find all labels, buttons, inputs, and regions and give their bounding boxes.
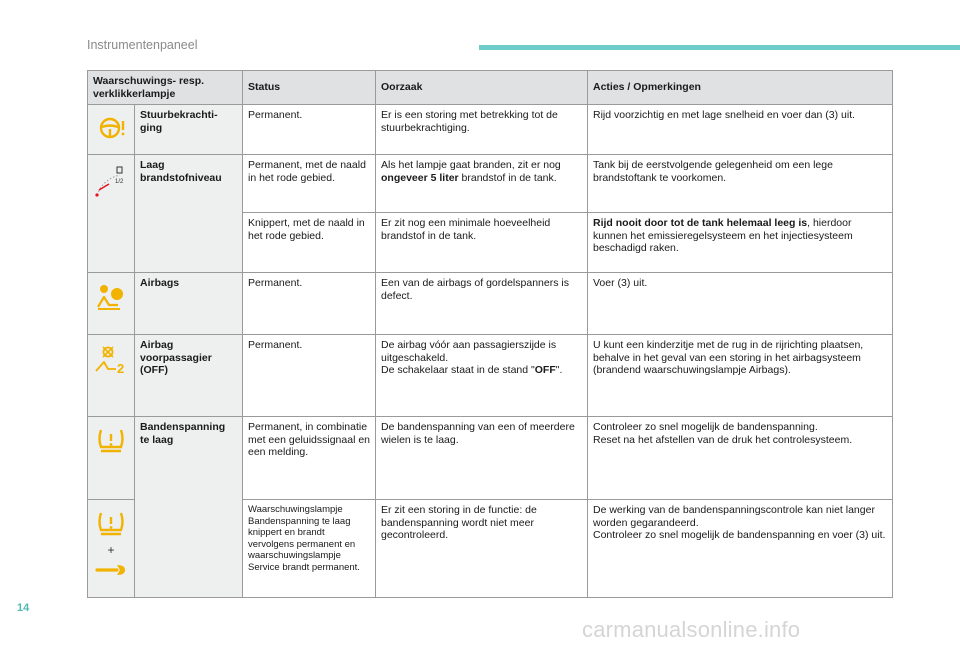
cause-cell: Er is een storing met betrekking tot de stuurbekrachtiging. xyxy=(376,105,588,155)
lamp-name: Stuurbekrachti-ging xyxy=(135,105,243,155)
table-header-row xyxy=(88,71,893,105)
page-header-title: Instrumentenpaneel xyxy=(87,38,198,52)
icon-cell xyxy=(88,417,135,500)
status-cell: Permanent. xyxy=(243,335,376,417)
cause-cell: Er zit nog een minimale hoeveelheid brandstof in de tank. xyxy=(376,213,588,273)
cause-cell: De airbag vóór aan passagierszijde is uitgeschakeld. De schakelaar staat in de stand "OFF". xyxy=(376,335,588,417)
column-header-status: Status xyxy=(243,71,376,105)
page-number: 14 xyxy=(17,602,30,614)
icon-cell xyxy=(88,273,135,335)
fuel-gauge-icon xyxy=(93,165,129,201)
status-cell: Waarschuwingslampje Bandenspanning te laag knippert en brandt vervolgens permanent en waarschuwingslampje Service brandt permanent. xyxy=(243,500,376,598)
column-header-lamp: Waarschuwings- resp. verklikkerlampje xyxy=(88,71,243,105)
action-cell: U kunt een kinderzitje met de rug in de rijrichting plaatsen, behalve in het geval van een storing in het airbagsysteem (brandend waarschuwingslampje Airbags). xyxy=(588,335,893,417)
table-row xyxy=(88,417,893,500)
tyre-pressure-icon xyxy=(96,427,126,455)
service-wrench-icon xyxy=(95,563,127,577)
svg-text:1/2: 1/2 xyxy=(115,179,124,185)
table-row xyxy=(88,105,893,155)
status-cell: Permanent. xyxy=(243,105,376,155)
action-cell: Controleer zo snel mogelijk de bandenspanning. Reset na het afstellen van de druk het controlesysteem. xyxy=(588,417,893,500)
cause-cell: Als het lampje gaat branden, zit er nog ongeveer 5 liter brandstof in de tank. xyxy=(376,155,588,213)
lamp-name: Airbag voorpassagier (OFF) xyxy=(135,335,243,417)
table-row xyxy=(88,335,893,417)
lamp-name: Bandenspanning te laag xyxy=(135,417,243,598)
status-cell: Knippert, met de naald in het rode gebied. xyxy=(243,213,376,273)
column-header-actions: Acties / Opmerkingen xyxy=(588,71,893,105)
table-row xyxy=(88,155,893,213)
watermark: carmanualsonline.info xyxy=(582,617,801,642)
airbag-warning-icon xyxy=(96,283,126,313)
action-cell: Rijd nooit door tot de tank helemaal leeg is, hierdoor kunnen het emissieregelsysteem en het injectiesysteem beschadigd raken. xyxy=(588,213,893,273)
icon-cell xyxy=(88,500,135,598)
action-cell: De werking van de bandenspanningscontrole kan niet langer worden gegarandeerd. Controleer zo snel mogelijk de bandenspanning en voer (3) uit. xyxy=(588,500,893,598)
icon-cell xyxy=(88,335,135,417)
cause-cell: De bandenspanning van een of meerdere wielen is te laag. xyxy=(376,417,588,500)
warning-lamps-table xyxy=(87,70,893,598)
lamp-name: Airbags xyxy=(135,273,243,335)
steering-wheel-warning-icon xyxy=(96,115,126,141)
header-accent-bar xyxy=(479,45,960,50)
status-cell: Permanent. xyxy=(243,273,376,335)
table-row xyxy=(88,273,893,335)
status-cell: Permanent, met de naald in het rode gebied. xyxy=(243,155,376,213)
status-cell: Permanent, in combinatie met een geluidssignaal en een melding. xyxy=(243,417,376,500)
icon-cell xyxy=(88,155,135,273)
tyre-pressure-icon xyxy=(96,510,126,538)
cause-cell: Een van de airbags of gordelspanners is defect. xyxy=(376,273,588,335)
action-cell: Rijd voorzichtig en met lage snelheid en voer dan (3) uit. xyxy=(588,105,893,155)
action-cell: Voer (3) uit. xyxy=(588,273,893,335)
passenger-airbag-off-icon xyxy=(94,345,128,375)
cause-cell: Er zit een storing in de functie: de bandenspanning wordt niet meer gecontroleerd. xyxy=(376,500,588,598)
lamp-name: Laag brandstofniveau xyxy=(135,155,243,273)
column-header-cause: Oorzaak xyxy=(376,71,588,105)
svg-text:2: 2 xyxy=(117,361,125,375)
action-cell: Tank bij de eerstvolgende gelegenheid om een lege brandstoftank te voorkomen. xyxy=(588,155,893,213)
plus-sign: + xyxy=(107,543,115,557)
icon-cell xyxy=(88,105,135,155)
